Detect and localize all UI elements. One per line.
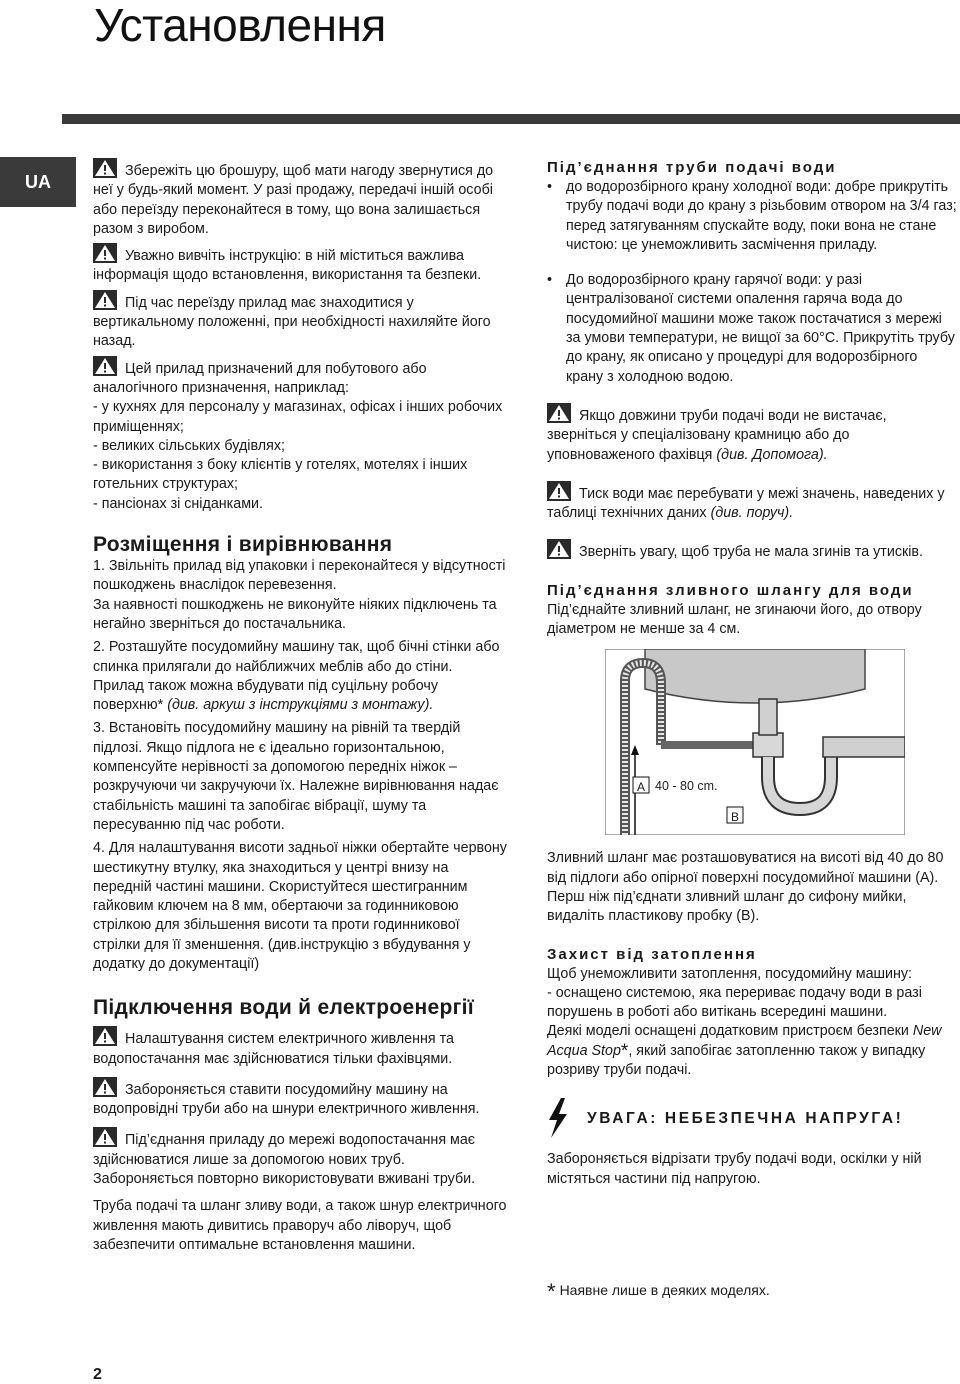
- list-item: • до водорозбірного крану холодної води: добре прикрутіть трубу подачі води до крану з різьбовим отвором на 3/4 газ; перед затягуванням спускайте воду, поки вона не стане чистою: це унеможливить засмічення приладу.: [547, 178, 957, 255]
- paragraph: 3. Встановіть посудомийну машину на рівній та твердій підлозі. Якщо підлога не є ідеально горизонтальною, компенсуйте нерівності за допомогою передніх ніжок – розкручуючи чи закручуючи їх. Належне вирівнювання надає стабільність машині та запобігає вібрації, шуму та пересуванню під час роботи.: [93, 720, 499, 833]
- page-number: 2: [93, 1366, 102, 1383]
- language-tab: UA: [0, 157, 76, 207]
- warning-note: Налаштування систем електричного живлення та водопостачання має здійснюватися тільки фахівцями.: [93, 1026, 507, 1069]
- warning-note: Під час переїзду прилад має знаходитися у вертикальному положенні, при необхідності нахиляйте його назад.: [93, 290, 507, 352]
- list-item: • До водорозбірного крану гарячої води: у разі централізованої системи опалення гаряча вода до посудомийної машини може також постачатися з мережі за умови температури, не вищої за 60°С. Прикрутіть трубу до крану, як описано у процедурі для водорозбірного крану з холодною водою.: [547, 271, 957, 387]
- drain-diagram: [605, 649, 905, 835]
- section-heading: Під’єднання труби подачі води: [547, 159, 837, 176]
- paragraph: - оснащено системою, яка перериває подачу води в разі порушень в роботі або витікань всередині машини.: [547, 984, 922, 1021]
- paragraph: Труба подачі та шланг зливу води, а також шнур електричного живлення мають дивитись праворуч або ліворуч, щоб забезпечити оптимальне встановлення машини.: [93, 1198, 507, 1253]
- warning-icon: [93, 1127, 117, 1147]
- warning-icon: [93, 158, 117, 178]
- warning-icon: [547, 403, 571, 423]
- header-rule: [62, 114, 960, 124]
- danger-banner: [547, 1098, 957, 1138]
- list-item: - пансіонах зі сніданками.: [93, 495, 263, 512]
- diagram-label-b: B: [731, 810, 740, 825]
- drain-hose-illustration: [605, 649, 905, 835]
- lightning-icon: [547, 1098, 569, 1138]
- list-item: - використання з боку клієнтів у готелях, мотелях і інших готельних структурах;: [93, 457, 468, 493]
- paragraph: Забороняється відрізати трубу подачі води, оскілки у ній містяться частини під напругою.: [547, 1151, 922, 1187]
- paragraph: Під’єднайте зливний шланг, не згинаючи його, до отвору діаметром не менше за 4 см.: [547, 601, 922, 638]
- paragraph: Зливний шланг має розташовуватися на висоті від 40 до 80 від підлоги або опірної поверхні посудомийної машини (А).: [547, 850, 944, 886]
- list-item: - великих сільських будівлях;: [93, 437, 285, 454]
- warning-note: Забороняється ставити посудомийну машину на водопровідні труби або на шнури електричного живлення.: [93, 1077, 507, 1120]
- warning-note: Якщо довжини труби подачі води не вистачає, зверніться у спеціалізовану крамницю або до уповноваженого фахівця (див. Допомога).: [547, 403, 957, 465]
- paragraph: 2. Розташуйте посудомийну машину так, щоб бічні стінки або спинка прилягали до найближчих меблів або до стіни. Прилад також можна вбудувати під суцільну робочу поверхню* (див. аркуш з інструкціями з монтажу).: [93, 639, 500, 714]
- section-heading: Під’єднання зливного шлангу для води: [547, 581, 914, 599]
- page-title: Установлення: [94, 0, 386, 51]
- warning-note: Цей прилад призначений для побутового або аналогічного призначення, наприклад:: [93, 356, 507, 399]
- warning-note: Збережіть цю брошуру, щоб мати нагоду звернутися до неї у будь-який момент. У разі продажу, передачі іншій особі або переїзду переконайтеся в тому, що вона залишається разом з виробом.: [93, 158, 507, 239]
- right-column: [547, 158, 957, 1304]
- paragraph: Щоб унеможливити затоплення, посудомийну машину:: [547, 965, 913, 982]
- warning-icon: [547, 539, 571, 559]
- section-heading: Розміщення і вирівнювання: [93, 533, 393, 557]
- danger-title: УВАГА: НЕБЕЗПЕЧНА НАПРУГА!: [587, 1109, 904, 1127]
- warning-icon: [93, 243, 117, 263]
- paragraph: 1. Звільніть прилад від упаковки і переконайтеся у відсутності пошкоджень внаслідок перевезення.: [93, 558, 506, 594]
- warning-icon: [547, 481, 571, 501]
- diagram-label-a: A: [637, 780, 646, 795]
- paragraph: Деякі моделі оснащені додатковим пристроєм безпеки New Acqua Stop*, який запобігає затопленню також у випадку розриву труби подачі.: [547, 1023, 942, 1079]
- warning-note: Уважно вивчіть інструкцію: в ній міститься важлива інформація щодо встановлення, використання та безпеки.: [93, 243, 507, 286]
- section-heading: Захист від затоплення: [547, 945, 757, 963]
- warning-note: Зверніть увагу, щоб труба не мала згинів та утисків.: [547, 539, 957, 562]
- paragraph: За наявності пошкоджень не виконуйте ніяких підключень та негайно зверніться до постачальника.: [93, 596, 497, 632]
- diagram-label-a-value: 40 - 80 cm.: [655, 779, 718, 794]
- footnote: * Наявне лише в деяких моделях.: [547, 1278, 770, 1304]
- warning-icon: [93, 290, 117, 310]
- paragraph: Перш ніж під’єднати зливний шланг до сифону мийки, видаліть пластикову пробку (В).: [547, 888, 907, 925]
- warning-note: Тиск води має перебувати у межі значень, наведених у таблиці технічних даних (див. поруч).: [547, 481, 957, 524]
- warning-icon: [93, 356, 117, 376]
- paragraph: 4. Для налаштування висоти задньої ніжки обертайте червону шестикутну втулку, яка знаходиться у центрі внизу на передній частині машини. Скористуйтеся шестигранним гайковим ключем на 8 мм, обертаючи за годинниковою стрілкою для збільшення висоти та проти годинникової стрілки для її зменшення. (див.інструкцію з вбудування у додатку до документації): [93, 840, 507, 972]
- warning-icon: [93, 1026, 117, 1046]
- warning-icon: [93, 1077, 117, 1097]
- list-item: - у кухнях для персоналу у магазинах, офісах і інших робочих приміщеннях;: [93, 399, 503, 435]
- section-heading: Підключення води й електроенергії: [93, 996, 474, 1020]
- left-column: [93, 158, 507, 1255]
- warning-note: Під’єднання приладу до мережі водопостачання має здійснюватися лише за допомогою нових труб. Забороняється повторно використовувати вживані труби.: [93, 1127, 507, 1189]
